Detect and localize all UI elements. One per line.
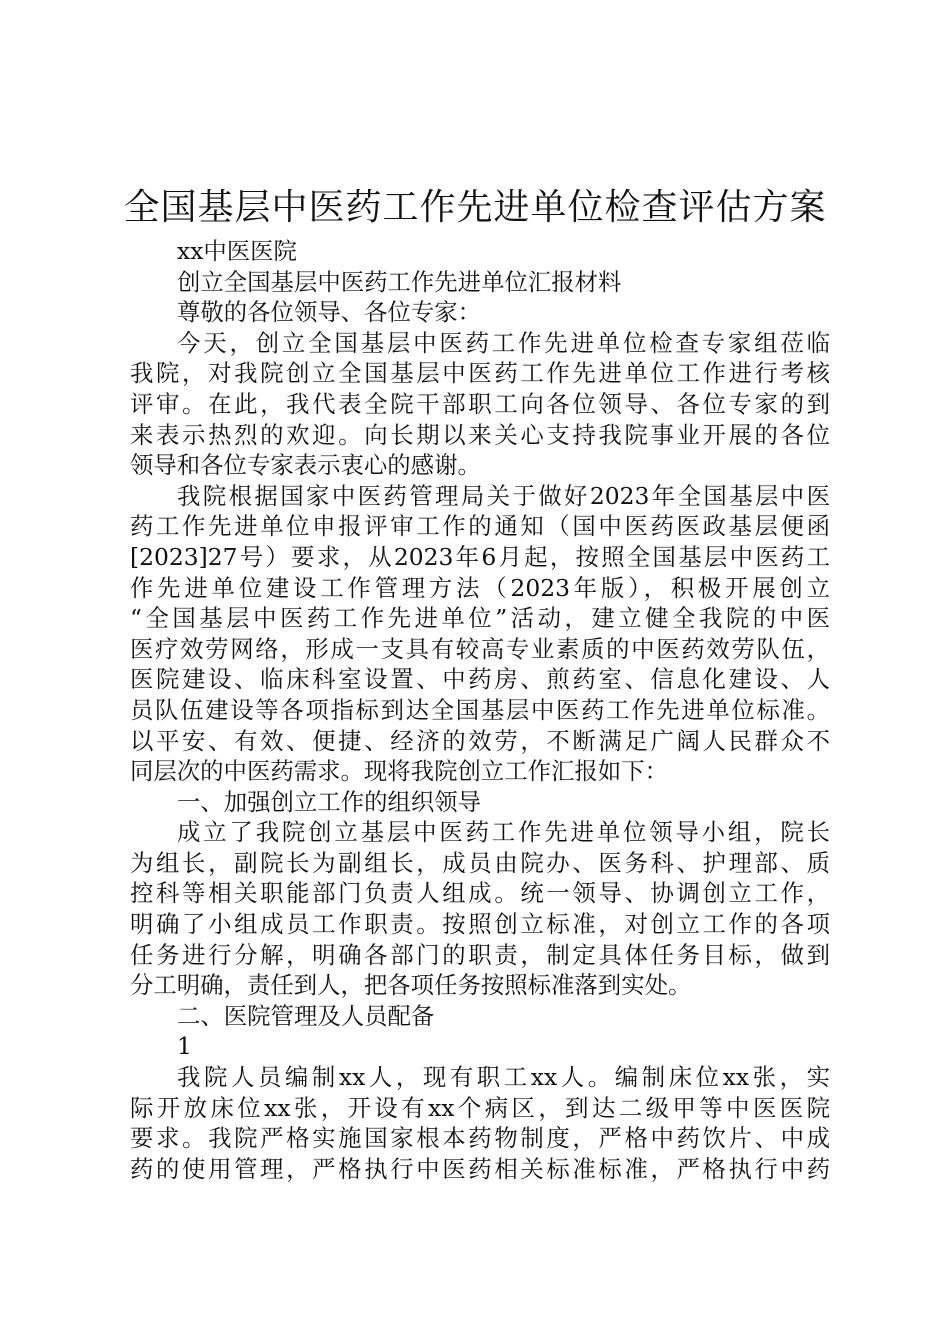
paragraph-line: 医疗效劳网络，形成一支具有较高专业素质的中医药效劳队伍， [130,634,830,663]
page-number: 1 [177,1032,192,1061]
paragraph-line: 今天，创立全国基层中医药工作先进单位检查专家组莅临 [177,328,830,357]
paragraph-line: 医院建设、临床科室设置、中药房、煎药室、信息化建设、人 [130,665,830,694]
document-title: 全国基层中医药工作先进单位检查评估方案 [123,187,827,228]
paragraph-line: 药工作先进单位申报评审工作的通知（国中医药医政基层便函 [130,512,830,541]
paragraph-line: 分工明确，责任到人，把各项任务按照标准落到实处。 [130,971,692,1000]
paragraph-line: 评审。在此，我代表全院干部职工向各位领导、各位专家的到 [130,389,830,418]
section-heading: 一、加强创立工作的组织领导 [177,787,482,816]
paragraph-line: 要求。我院严格实施国家根本药物制度，严格中药饮片、中成 [130,1124,830,1153]
paragraph-line: 员队伍建设等各项指标到达全国基层中医药工作先进单位标准。 [130,695,830,724]
paragraph-line: 我院人员编制xx人，现有职工xx人。编制床位xx张，实 [177,1063,830,1092]
paragraph-line: 为组长，副院长为副组长，成员由院办、医务科、护理部、质 [130,848,830,877]
paragraph-line: 我院根据国家中医药管理局关于做好2023年全国基层中医 [177,481,830,510]
paragraph-line: 同层次的中医药需求。现将我院创立工作汇报如下： [130,757,668,786]
paragraph-line: “全国基层中医药工作先进单位”活动，建立健全我院的中医 [130,604,830,633]
paragraph-line: 作先进单位建设工作管理方法（2023年版），积极开展创立 [130,573,830,602]
paragraph-line: 际开放床位xx张，开设有xx个病区，到达二级甲等中医医院 [130,1093,830,1122]
hospital-name-line: xx中医医院 [177,237,297,265]
document-body [130,236,830,1184]
paragraph-line: 任务进行分解，明确各部门的职责，制定具体任务目标，做到 [130,940,830,969]
paragraph-line: 领导和各位专家表示衷心的感谢。 [130,451,481,480]
paragraph-line: 我院，对我院创立全国基层中医药工作先进单位工作进行考核 [130,359,830,388]
paragraph-line: 成立了我院创立基层中医药工作先进单位领导小组，院长 [177,818,830,847]
paragraph-line: 控科等相关职能部门负责人组成。统一领导、协调创立工作， [130,879,830,908]
section-heading: 二、医院管理及人员配备 [177,1001,435,1030]
paragraph-line: [2023]27号）要求，从2023年6月起，按照全国基层中医药工 [130,542,830,571]
report-subtitle-line: 创立全国基层中医药工作先进单位汇报材料 [177,267,622,296]
paragraph-line: 明确了小组成员工作职责。按照创立标准，对创立工作的各项 [130,910,830,939]
paragraph-line: 以平安、有效、便捷、经济的效劳，不断满足广阔人民群众不 [130,726,830,755]
salutation-line: 尊敬的各位领导、各位专家： [177,298,482,327]
paragraph-line: 来表示热烈的欢迎。向长期以来关心支持我院事业开展的各位 [130,420,830,449]
paragraph-line: 药的使用管理，严格执行中医药相关标准标准，严格执行中药 [130,1154,830,1183]
